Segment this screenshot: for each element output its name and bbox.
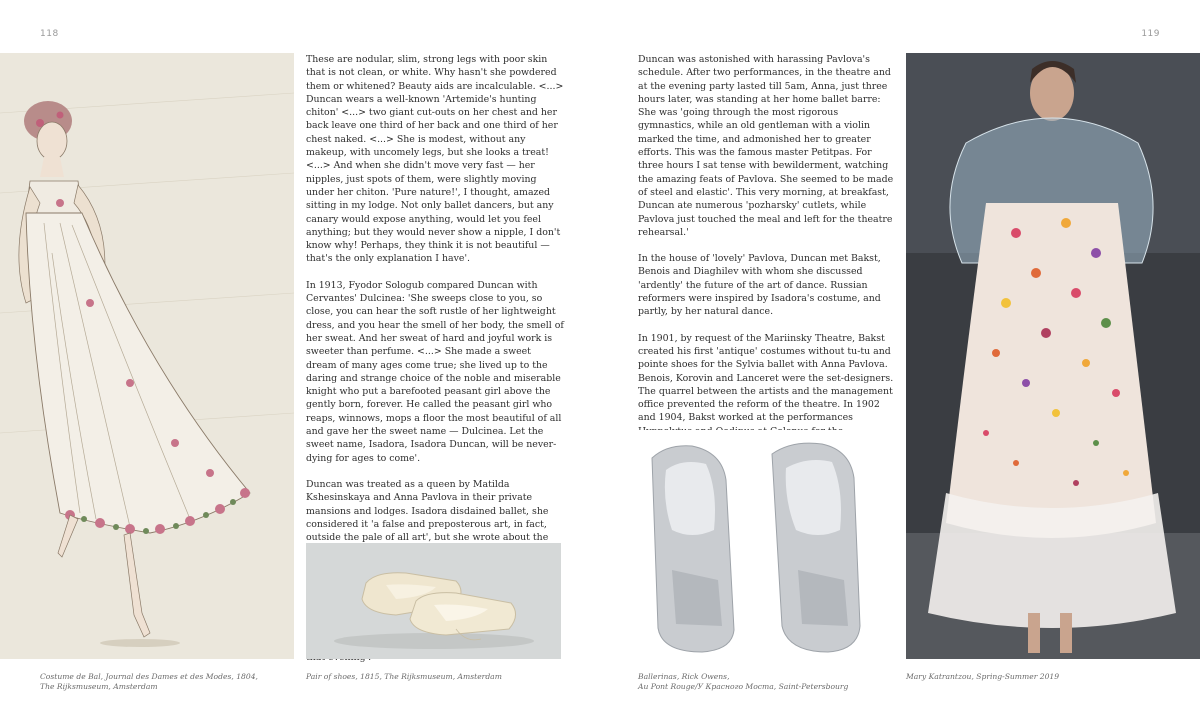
caption-line: Costume de Bal, Journal des Dames et des Modes, 1804, [40,672,258,681]
runway-model-photo [906,53,1200,659]
caption-line: Mary Katrantzou, Spring-Summer 2019 [906,672,1060,681]
caption-costume-de-bal [40,672,270,692]
caption-line: The Rijksmuseum, Amsterdam [40,682,158,691]
text-column-right [638,53,896,491]
caption-mary-katrantzou [906,672,1156,682]
costume-de-bal-illustration [0,53,294,659]
caption-line: Au Pont Rouge/У Красного Моста, Saint-Petersbourg [638,682,849,691]
caption-ballerinas [638,672,888,692]
page-number-right: 119 [1141,29,1160,39]
paragraph: These are nodular, slim, strong legs with poor skin that is not clean, or white. Why hasn't she powdered them or whitened? Beauty aids are incalculable. <...> Duncan wears a well-known 'Artemide's hunting chiton' <...> two giant cut-outs on her chest and her back leave one third of her back and one third of her chest naked. <...> She is modest, without any makeup, with uncomely legs, but she looks a treat! <...> And when she didn't move very fast — her nipples, just spots of them, were slightly moving under her chiton. 'Pure nature!', I thought, amazed sitting in my lodge. Not only ballet dancers, but any canary would expose anything, would let you feel anything; but they would never show a nipple, I don't know why! Perhaps, they think it is not beautiful — that's the only explanation I have'. [306,54,564,265]
page-number-left: 118 [40,29,59,39]
paragraph: In 1901, by request of the Mariinsky Theatre, Bakst created his first 'antique' costumes without tu-tu and pointe shoes for the Sylvia ballet with Anna Pavlova. Benois, Korovin and Lanceret were the set-designers. The quarrel between the artists and the management office prevented the reform of the theatre. In 1902 and 1904, Bakst worked at the performances [638,332,894,424]
caption-line: Ballerinas, Rick Owens, [638,672,730,681]
caption-line: Pair of shoes, 1815, The Rijksmuseum, Amsterdam [306,672,502,681]
paragraph: Duncan was astonished with harassing Pavlova's schedule. After two performances, in the theatre and at the evening party lasted till 5am, Anna, just three hours later, was standing at her home ballet barre: She was 'going through the most rigorous gymnastics, while an old gentleman with a violin marked the time, and admonished her to greater efforts. This was the famous master Petitpas. For three hours I sat tense with bewilderment, watching the amazing feats of Pavlova. She seemed to be made of steel and elastic'. This very morning, at breakfast, Duncan ate numerous 'pozharsky' cutlets, while Pavlova just touched the meal and left for the theatre rehearsal.' [638,54,894,238]
paragraph: In the house of 'lovely' Pavlova, Duncan met Bakst, Benois and Diaghilev with whom she discussed 'ardently' the future of the art of dance. Russian reformers were inspired by Isadora's costume, and partly, by her natural dance. [638,253,881,318]
silver-ballerinas-photo [622,430,895,659]
pair-of-shoes-photo [306,543,561,659]
paragraph: In 1913, Fyodor Sologub compared Duncan with Cervantes' Dulcinea: 'She sweeps close to you, so close, you can hear the soft rustle of her lightweight dress, and you hear the smell of her body, the smell of her sweat. And her sweat of hard and joyful work is sweeter than perfume. <...> She made a sweet dream of many ages come true; she lived up to the daring and strange choice of the noble and miserable knight who put a barefooted peasant girl above the gently born, forever. He called the peasant girl who reaps, winnows, mops a floor the most beautiful of all and gave her the sweet name — Dulcinea. Let the sweet name, Isadora, Isadora Duncan, will be never-dying for ages to come'. [306,279,564,464]
paragraph: Duncan was treated as a queen by Matilda Kshesinskaya and Anna Pavlova in their private mansions and lodges. Isadora disdained ballet, she considered it 'a false and preposterous art, in fact, outside the pale of all art', but she wrote about the [306,478,549,544]
caption-pair-of-shoes [306,672,556,682]
